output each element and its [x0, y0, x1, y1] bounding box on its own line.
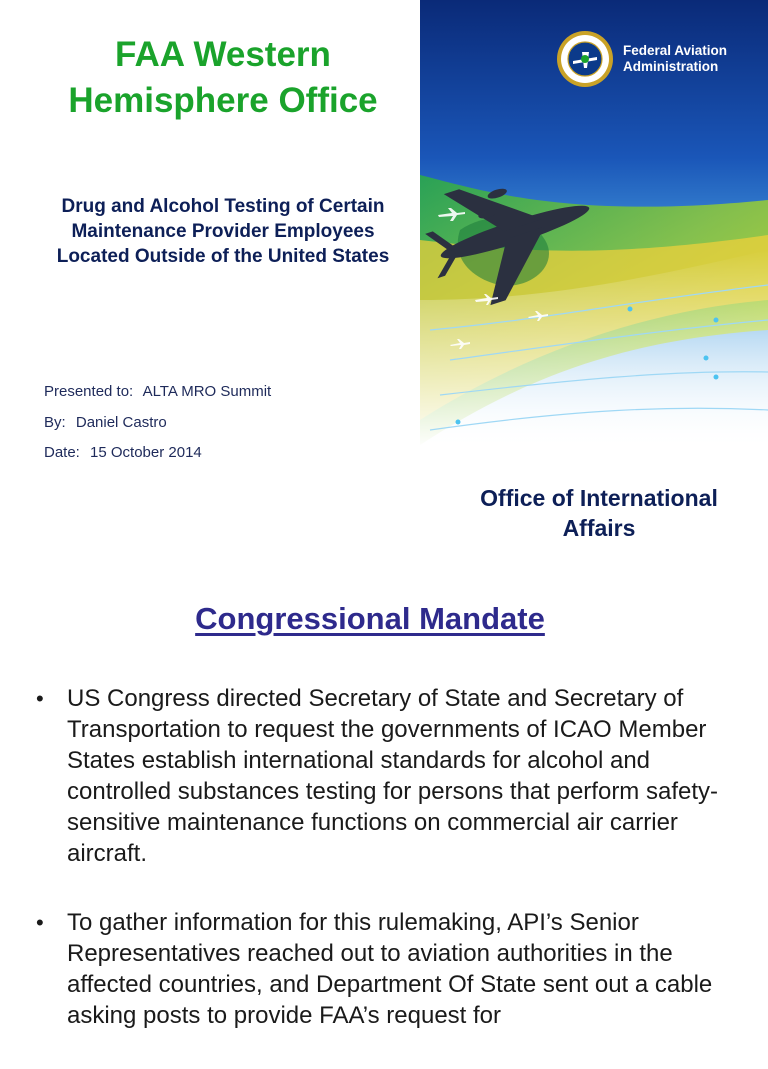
presenter-row: [44, 414, 167, 431]
date-label: Date:: [44, 444, 80, 461]
bullet-list: [36, 683, 736, 1069]
congressional-mandate-slide: [0, 570, 768, 1029]
presented-to-row: [44, 383, 271, 400]
date-row: [44, 444, 202, 461]
bullet-dot-icon: •: [36, 686, 44, 711]
presenter-value: Daniel Castro: [75, 414, 167, 431]
office-name: Office of International Affairs: [480, 485, 718, 541]
presented-to-label: Presented to:: [44, 383, 134, 400]
agency-name-line1: Federal Aviation: [623, 43, 728, 58]
bullet-text: US Congress directed Secretary of State and Secretary of Transportation to request the governments of ICAO Member States establish international standards for alcohol and controlled substances testing for persons that perform safety-sensitive maintenance functions on commercial air carrier aircraft.: [67, 685, 718, 867]
agency-name: [623, 43, 727, 75]
slide-title: FAA Western Hemisphere Office: [68, 35, 378, 120]
faa-seal-logo: [556, 30, 614, 88]
bullet-text: To gather information for this rulemaking, API’s Senior Representatives reached out to aviation authorities in the affected countries, and Department Of State sent out a cable asking posts to provide FAA’s request for: [67, 909, 713, 1029]
presented-to-value: ALTA MRO Summit: [142, 383, 272, 400]
slide2-title: Congressional Mandate: [195, 601, 545, 636]
bullet-dot-icon: •: [36, 910, 44, 935]
slide-subtitle: Drug and Alcohol Testing of Certain Maintenance Provider Employees Located Outside of the United States: [56, 196, 390, 267]
bullet-item: [36, 683, 736, 869]
bullet-item: [36, 907, 736, 1031]
agency-name-line2: Administration: [623, 59, 719, 74]
date-value: 15 October 2014: [90, 444, 202, 461]
presenter-label: By:: [44, 414, 66, 431]
